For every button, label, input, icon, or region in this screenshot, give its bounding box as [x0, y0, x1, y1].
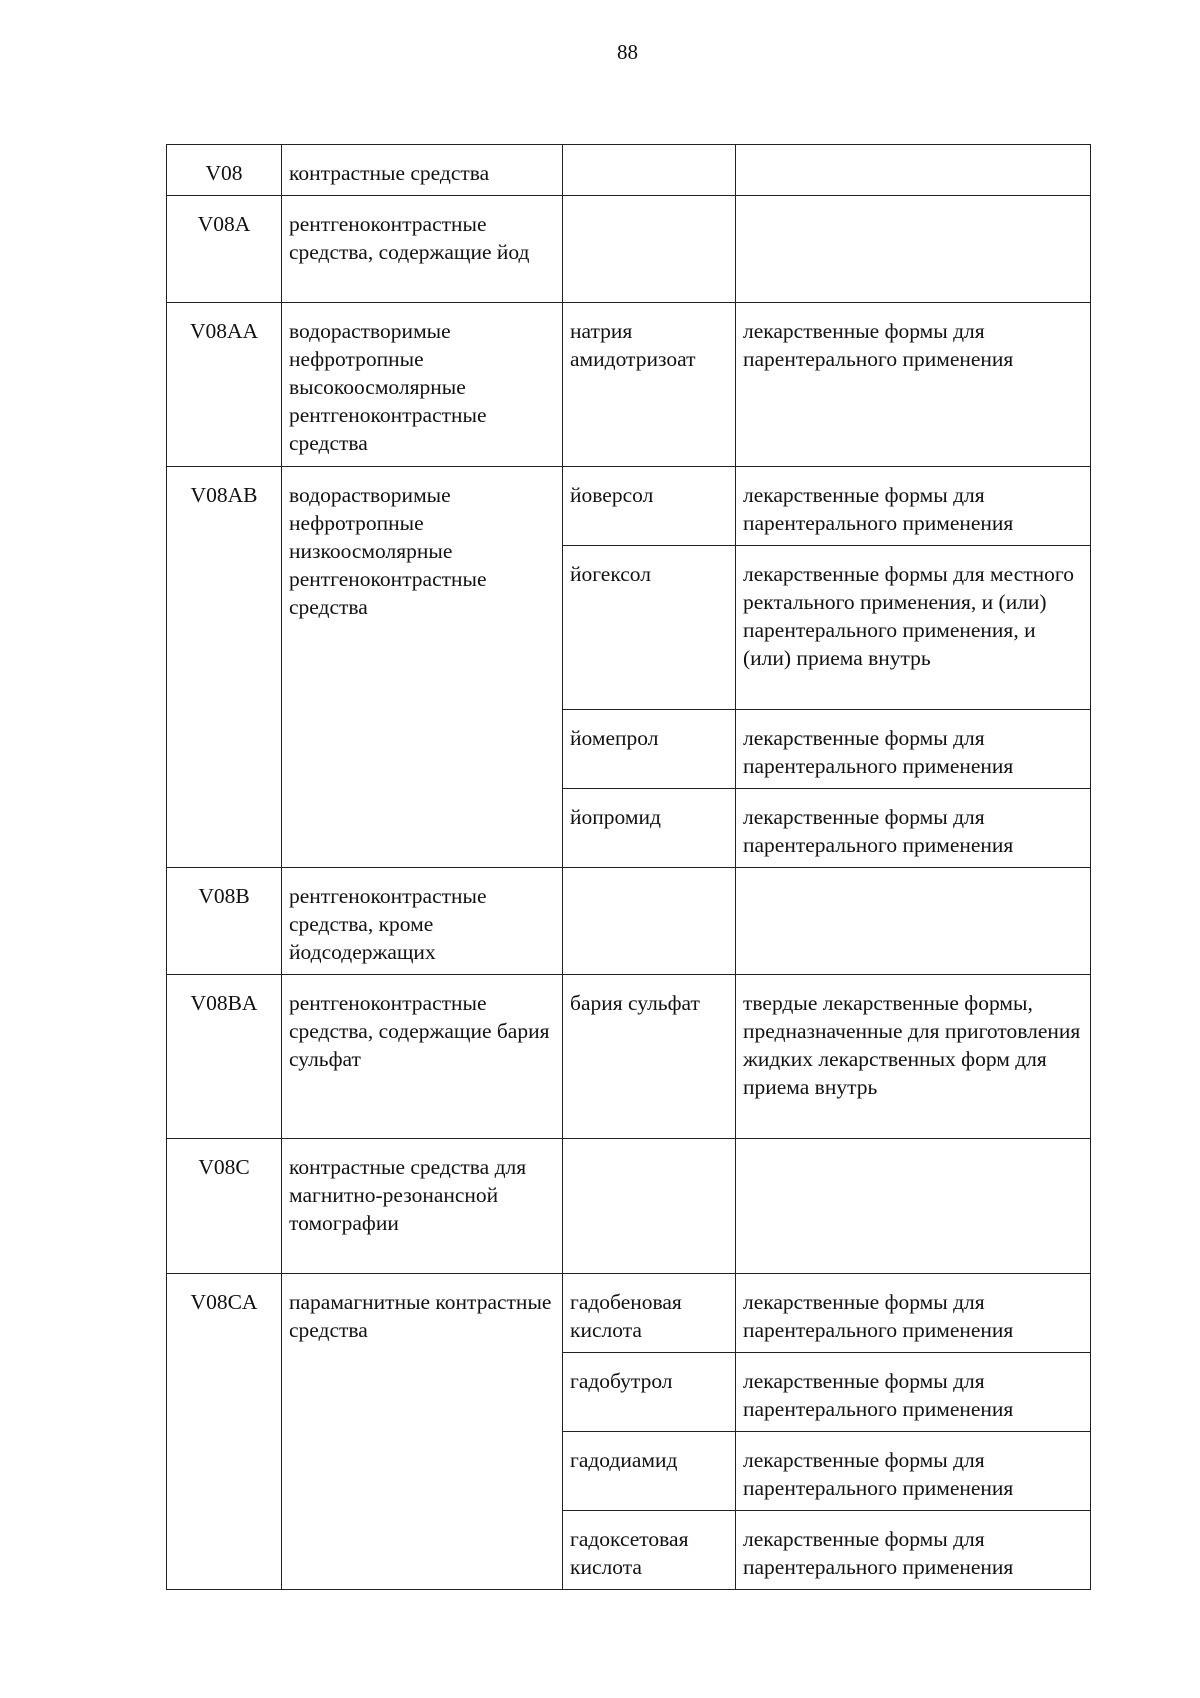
- atc-code: V08A: [167, 196, 282, 303]
- drug-name: [563, 868, 736, 975]
- drug-name: йомепрол: [563, 710, 736, 789]
- group-name: водорастворимые нефротропные высокоосмолярные рентгеноконтрастные средства: [282, 303, 563, 467]
- group-name: рентгеноконтрастные средства, содержащие йод: [282, 196, 563, 303]
- dosage-form: [736, 1139, 1091, 1274]
- group-name: контрастные средства: [282, 145, 563, 196]
- dosage-form: лекарственные формы для парентерального применения: [736, 710, 1091, 789]
- dosage-form: лекарственные формы для парентерального применения: [736, 467, 1091, 546]
- table-row: [167, 1139, 1091, 1274]
- atc-code: V08B: [167, 868, 282, 975]
- dosage-form: лекарственные формы для парентерального применения: [736, 1274, 1091, 1353]
- drug-name: йопромид: [563, 789, 736, 868]
- drug-name: гадобеновая кислота: [563, 1274, 736, 1353]
- dosage-form: лекарственные формы для парентерального применения: [736, 1353, 1091, 1432]
- dosage-form: лекарственные формы для парентерального применения: [736, 303, 1091, 467]
- group-name: водорастворимые нефротропные низкоосмолярные рентгеноконтрастные средства: [282, 467, 563, 868]
- table-row: [167, 467, 1091, 546]
- dosage-form: лекарственные формы для парентерального применения: [736, 1432, 1091, 1511]
- drug-name: гадодиамид: [563, 1432, 736, 1511]
- drug-name: йоверсол: [563, 467, 736, 546]
- atc-code: V08AA: [167, 303, 282, 467]
- dosage-form: лекарственные формы для местного ректального применения, и (или) парентерального применения, и (или) приема внутрь: [736, 546, 1091, 710]
- drug-name: гадоксетовая кислота: [563, 1511, 736, 1590]
- drug-name: гадобутрол: [563, 1353, 736, 1432]
- table-row: [167, 1274, 1091, 1353]
- atc-code: V08: [167, 145, 282, 196]
- drug-name: [563, 196, 736, 303]
- dosage-form: лекарственные формы для парентерального применения: [736, 789, 1091, 868]
- dosage-form: [736, 145, 1091, 196]
- table-row: [167, 145, 1091, 196]
- page-number: 88: [617, 40, 638, 64]
- drug-name: [563, 145, 736, 196]
- atc-code: V08AB: [167, 467, 282, 868]
- group-name: рентгеноконтрастные средства, содержащие бария сульфат: [282, 975, 563, 1139]
- dosage-form: [736, 868, 1091, 975]
- table-row: [167, 196, 1091, 303]
- group-name: рентгеноконтрастные средства, кроме йодсодержащих: [282, 868, 563, 975]
- dosage-form: лекарственные формы для парентерального применения: [736, 1511, 1091, 1590]
- table-row: [167, 975, 1091, 1139]
- drug-name: натрия амидотризоат: [563, 303, 736, 467]
- group-name: парамагнитные контрастные средства: [282, 1274, 563, 1590]
- dosage-form: твердые лекарственные формы, предназначенные для приготовления жидких лекарственных форм для приема внутрь: [736, 975, 1091, 1139]
- atc-code: V08C: [167, 1139, 282, 1274]
- atc-code: V08BA: [167, 975, 282, 1139]
- group-name: контрастные средства для магнитно-резонансной томографии: [282, 1139, 563, 1274]
- drug-name: бария сульфат: [563, 975, 736, 1139]
- drug-name: [563, 1139, 736, 1274]
- table-row: [167, 303, 1091, 467]
- dosage-form: [736, 196, 1091, 303]
- atc-code: V08CA: [167, 1274, 282, 1590]
- drug-table: [166, 144, 1091, 1590]
- drug-name: йогексол: [563, 546, 736, 710]
- table-row: [167, 868, 1091, 975]
